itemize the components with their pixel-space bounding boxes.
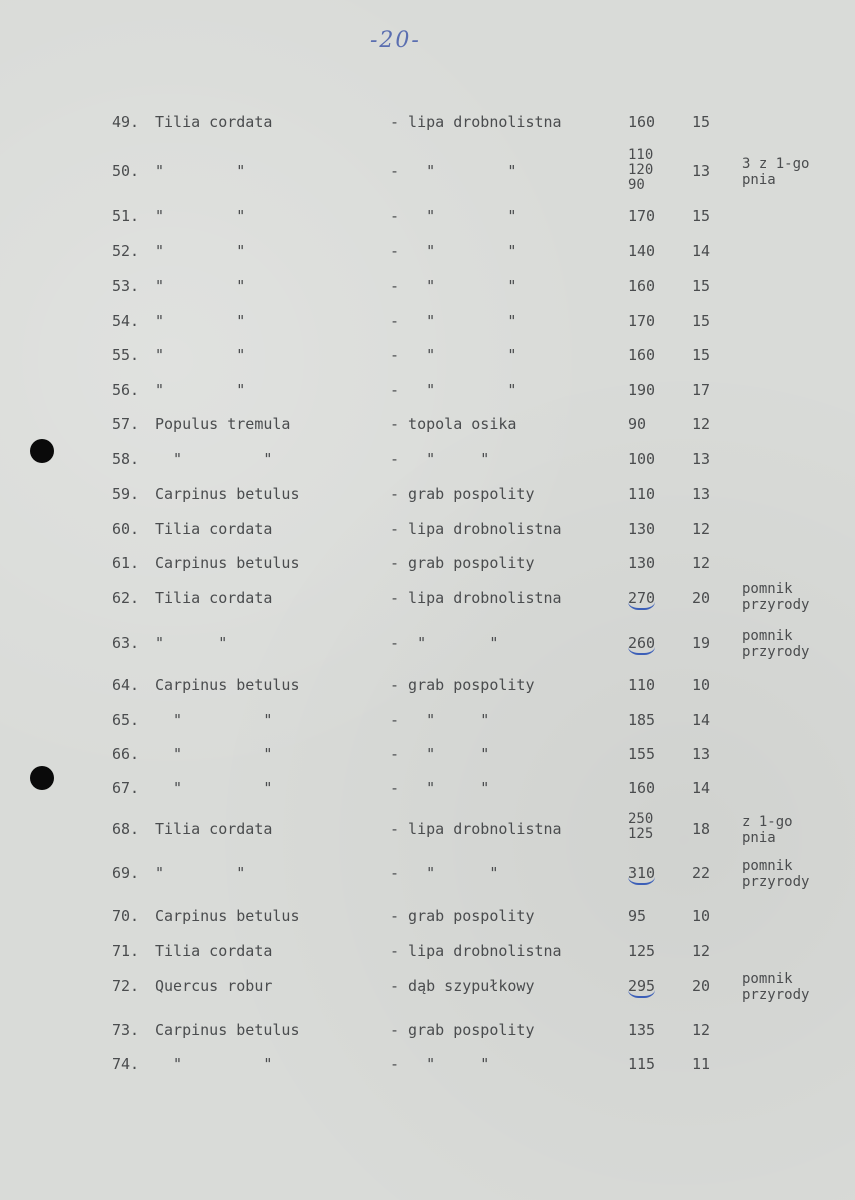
row-number: 63.	[112, 634, 140, 652]
row-number: 52.	[112, 242, 140, 260]
row-number: 62.	[112, 589, 140, 607]
row-number: 74.	[112, 1055, 140, 1073]
table-row	[0, 312, 855, 342]
latin-name: " "	[155, 381, 246, 399]
latin-name: Tilia cordata	[155, 820, 273, 838]
polish-name: - " "	[390, 346, 517, 364]
polish-name: - " "	[390, 634, 499, 652]
latin-name: Tilia cordata	[155, 589, 273, 607]
polish-name: - " "	[390, 711, 490, 729]
table-row	[0, 381, 855, 411]
latin-name: Carpinus betulus	[155, 676, 300, 694]
table-row	[0, 745, 855, 775]
circumference: 170	[628, 312, 656, 330]
table-row	[0, 113, 855, 143]
polish-name: - lipa drobnolistna	[390, 589, 562, 607]
row-number: 60.	[112, 520, 140, 538]
circumference: 140	[628, 242, 656, 260]
row-number: 61.	[112, 554, 140, 572]
height-value: 14	[692, 779, 711, 797]
height-value: 13	[692, 162, 711, 180]
row-number: 68.	[112, 820, 140, 838]
row-number: 64.	[112, 676, 140, 694]
row-number: 69.	[112, 864, 140, 882]
circumference: 170	[628, 207, 656, 225]
height-value: 12	[692, 520, 711, 538]
latin-name: " "	[155, 450, 273, 468]
height-value: 10	[692, 907, 711, 925]
table-row	[0, 779, 855, 809]
table-row	[0, 811, 855, 850]
circumference: 90	[628, 415, 647, 433]
polish-name: - lipa drobnolistna	[390, 520, 562, 538]
polish-name: - grab pospolity	[390, 485, 535, 503]
height-value: 20	[692, 977, 711, 995]
table-row	[0, 1055, 855, 1085]
circumference: 295	[628, 977, 655, 998]
polish-name: - lipa drobnolistna	[390, 820, 562, 838]
circumference: 135	[628, 1021, 656, 1039]
height-value: 10	[692, 676, 711, 694]
polish-name: - " "	[390, 745, 490, 763]
row-number: 55.	[112, 346, 140, 364]
latin-name: " "	[155, 634, 228, 652]
table-row	[0, 581, 855, 619]
polish-name: - grab pospolity	[390, 1021, 535, 1039]
polish-name: - lipa drobnolistna	[390, 942, 562, 960]
latin-name: " "	[155, 1055, 273, 1073]
row-number: 65.	[112, 711, 140, 729]
latin-name: " "	[155, 864, 246, 882]
table-row	[0, 711, 855, 741]
row-number: 54.	[112, 312, 140, 330]
height-value: 18	[692, 820, 711, 838]
height-value: 20	[692, 589, 711, 607]
height-value: 11	[692, 1055, 711, 1073]
circumference: 125	[628, 942, 656, 960]
polish-name: - " "	[390, 450, 490, 468]
polish-name: - grab pospolity	[390, 907, 535, 925]
circumference: 160	[628, 779, 656, 797]
row-number: 59.	[112, 485, 140, 503]
circumference: 160	[628, 113, 656, 131]
height-value: 15	[692, 312, 711, 330]
table-row	[0, 858, 855, 894]
height-value: 15	[692, 207, 711, 225]
circumference: 110	[628, 676, 656, 694]
table-row	[0, 242, 855, 272]
circumference: 270	[628, 589, 655, 610]
remark: 3 z 1-go pnia	[742, 156, 810, 188]
height-value: 15	[692, 277, 711, 295]
row-number: 70.	[112, 907, 140, 925]
circumference: 110	[628, 485, 656, 503]
polish-name: - dąb szypułkowy	[390, 977, 535, 995]
page-number: -20-	[370, 28, 421, 53]
table-row	[0, 907, 855, 937]
height-value: 12	[692, 942, 711, 960]
table-row	[0, 1021, 855, 1051]
remark: pomnik przyrody	[742, 581, 810, 613]
table-row	[0, 415, 855, 445]
remark: z 1-go pnia	[742, 814, 793, 846]
remark: pomnik przyrody	[742, 858, 810, 890]
circumference: 100	[628, 450, 656, 468]
height-value: 13	[692, 485, 711, 503]
table-row	[0, 485, 855, 515]
table-row	[0, 942, 855, 972]
circumference: 95	[628, 907, 647, 925]
row-number: 53.	[112, 277, 140, 295]
latin-name: " "	[155, 312, 246, 330]
row-number: 51.	[112, 207, 140, 225]
polish-name: - " "	[390, 277, 517, 295]
circumference: 185	[628, 711, 656, 729]
table-row	[0, 971, 855, 1007]
polish-name: - " "	[390, 162, 517, 180]
polish-name: - " "	[390, 779, 490, 797]
row-number: 72.	[112, 977, 140, 995]
circumference: 115	[628, 1055, 656, 1073]
latin-name: Carpinus betulus	[155, 1021, 300, 1039]
latin-name: " "	[155, 277, 246, 295]
latin-name: Carpinus betulus	[155, 485, 300, 503]
height-value: 14	[692, 242, 711, 260]
height-value: 15	[692, 346, 711, 364]
row-number: 71.	[112, 942, 140, 960]
table-row	[0, 346, 855, 376]
polish-name: - " "	[390, 207, 517, 225]
height-value: 12	[692, 1021, 711, 1039]
polish-name: - lipa drobnolistna	[390, 113, 562, 131]
circumference: 130	[628, 520, 656, 538]
table-row	[0, 450, 855, 480]
height-value: 22	[692, 864, 711, 882]
row-number: 56.	[112, 381, 140, 399]
polish-name: - " "	[390, 864, 499, 882]
circumference: 260	[628, 634, 655, 655]
table-row	[0, 628, 855, 664]
height-value: 14	[692, 711, 711, 729]
latin-name: " "	[155, 242, 246, 260]
circumference: 160	[628, 346, 656, 364]
table-row	[0, 147, 855, 193]
remark: pomnik przyrody	[742, 628, 810, 660]
polish-name: - " "	[390, 1055, 490, 1073]
latin-name: Carpinus betulus	[155, 907, 300, 925]
latin-name: Tilia cordata	[155, 113, 273, 131]
height-value: 13	[692, 450, 711, 468]
height-value: 13	[692, 745, 711, 763]
circumference: 160	[628, 277, 656, 295]
latin-name: Tilia cordata	[155, 520, 273, 538]
table-row	[0, 520, 855, 550]
latin-name: " "	[155, 207, 246, 225]
height-value: 12	[692, 415, 711, 433]
height-value: 17	[692, 381, 711, 399]
row-number: 67.	[112, 779, 140, 797]
circumference: 110 120 90	[628, 147, 654, 193]
row-number: 73.	[112, 1021, 140, 1039]
table-row	[0, 207, 855, 237]
circumference: 190	[628, 381, 656, 399]
height-value: 19	[692, 634, 711, 652]
polish-name: - grab pospolity	[390, 554, 535, 572]
table-row	[0, 554, 855, 584]
row-number: 66.	[112, 745, 140, 763]
polish-name: - grab pospolity	[390, 676, 535, 694]
polish-name: - " "	[390, 312, 517, 330]
row-number: 58.	[112, 450, 140, 468]
latin-name: Quercus robur	[155, 977, 273, 995]
circumference: 155	[628, 745, 656, 763]
height-value: 15	[692, 113, 711, 131]
latin-name: " "	[155, 779, 273, 797]
latin-name: Tilia cordata	[155, 942, 273, 960]
latin-name: " "	[155, 745, 273, 763]
circumference: 250 125	[628, 811, 654, 842]
polish-name: - " "	[390, 242, 517, 260]
row-number: 50.	[112, 162, 140, 180]
row-number: 57.	[112, 415, 140, 433]
latin-name: Populus tremula	[155, 415, 291, 433]
table-row	[0, 676, 855, 706]
table-row	[0, 277, 855, 307]
latin-name: " "	[155, 162, 246, 180]
circumference: 310	[628, 864, 655, 885]
latin-name: " "	[155, 711, 273, 729]
circumference: 130	[628, 554, 656, 572]
polish-name: - topola osika	[390, 415, 517, 433]
latin-name: " "	[155, 346, 246, 364]
height-value: 12	[692, 554, 711, 572]
latin-name: Carpinus betulus	[155, 554, 300, 572]
row-number: 49.	[112, 113, 140, 131]
remark: pomnik przyrody	[742, 971, 810, 1003]
polish-name: - " "	[390, 381, 517, 399]
